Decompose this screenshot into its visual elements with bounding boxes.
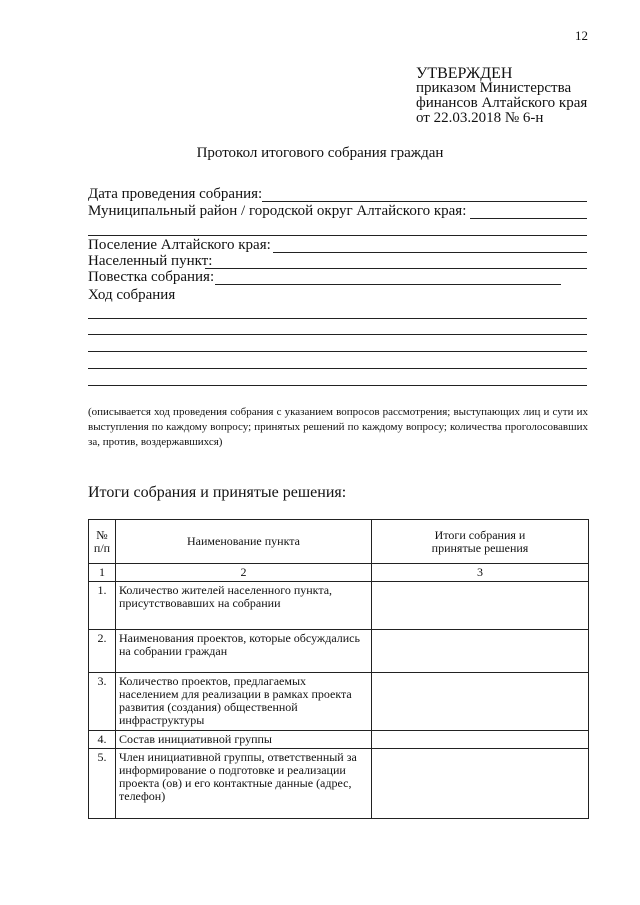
header-result: Итоги собрания и принятые решения <box>372 520 589 564</box>
header-name: Наименование пункта <box>116 520 372 564</box>
district-line-2[interactable] <box>88 235 587 236</box>
approval-stamp <box>416 66 587 126</box>
row-num: 5. <box>89 749 116 819</box>
agenda-line[interactable] <box>215 284 561 285</box>
approval-line-2: приказом Министерства <box>416 80 572 96</box>
course-label: Ход собрания <box>88 287 176 303</box>
approval-line-3: финансов Алтайского края <box>416 95 588 111</box>
table-row <box>89 582 589 630</box>
course-line-2[interactable] <box>88 334 587 335</box>
row-name: Член инициативной группы, ответственный за информирование о подготовке и реализации проекта (ов) и его контактные данные (адрес, телефон) <box>116 749 372 819</box>
approval-line-1: УТВЕРЖДЕН <box>416 65 513 82</box>
results-table <box>88 519 589 819</box>
course-line-4[interactable] <box>88 368 587 369</box>
row-name: Количество проектов, предлагаемых населением для реализации в рамках проекта развития (создания) общественной инфраструктуры <box>116 673 372 731</box>
row-name: Наименования проектов, которые обсуждались на собрании граждан <box>116 630 372 673</box>
course-line-3[interactable] <box>88 351 587 352</box>
row-result-cell[interactable] <box>372 673 589 731</box>
course-line-1[interactable] <box>88 318 587 319</box>
locality-line[interactable] <box>205 268 587 269</box>
row-name: Количество жителей населенного пункта, присутствовавших на собрании <box>116 582 372 630</box>
table-row <box>89 749 589 819</box>
agenda-label: Повестка собрания: <box>88 269 215 285</box>
index-cell-3: 3 <box>372 564 589 582</box>
district-label: Муниципальный район / городской округ Алтайского края: <box>88 203 467 219</box>
table-row <box>89 630 589 673</box>
row-num: 3. <box>89 673 116 731</box>
table-index-row <box>89 564 589 582</box>
row-result-cell[interactable] <box>372 749 589 819</box>
row-num: 2. <box>89 630 116 673</box>
page-number: 12 <box>575 28 588 43</box>
row-num: 4. <box>89 731 116 749</box>
row-name: Состав инициативной группы <box>116 731 372 749</box>
settlement-label: Поселение Алтайского края: <box>88 237 271 253</box>
row-result-cell[interactable] <box>372 630 589 673</box>
locality-label: Населенный пункт: <box>88 253 213 269</box>
row-num: 1. <box>89 582 116 630</box>
index-cell-2: 2 <box>116 564 372 582</box>
table-row <box>89 731 589 749</box>
index-cell-1: 1 <box>89 564 116 582</box>
table-row <box>89 673 589 731</box>
row-result-cell[interactable] <box>372 582 589 630</box>
course-line-5[interactable] <box>88 385 587 386</box>
table-header-row <box>89 520 589 564</box>
row-result-cell[interactable] <box>372 731 589 749</box>
results-heading: Итоги собрания и принятые решения: <box>88 484 347 501</box>
header-num: № п/п <box>89 520 116 564</box>
document-title: Протокол итогового собрания граждан <box>196 145 444 161</box>
approval-line-4: от 22.03.2018 № 6-н <box>416 110 544 126</box>
course-instruction-note: (описывается ход проведения собрания с указанием вопросов рассмотрения; выступающих лиц и сути их выступления по каждому вопросу; принятых решений по каждому вопросу; количества проголосовавших за, против, воздержавшихся) <box>88 406 588 448</box>
district-line[interactable] <box>470 218 587 219</box>
date-label: Дата проведения собрания: <box>88 186 263 202</box>
date-line[interactable] <box>262 201 587 202</box>
settlement-line[interactable] <box>273 252 587 253</box>
